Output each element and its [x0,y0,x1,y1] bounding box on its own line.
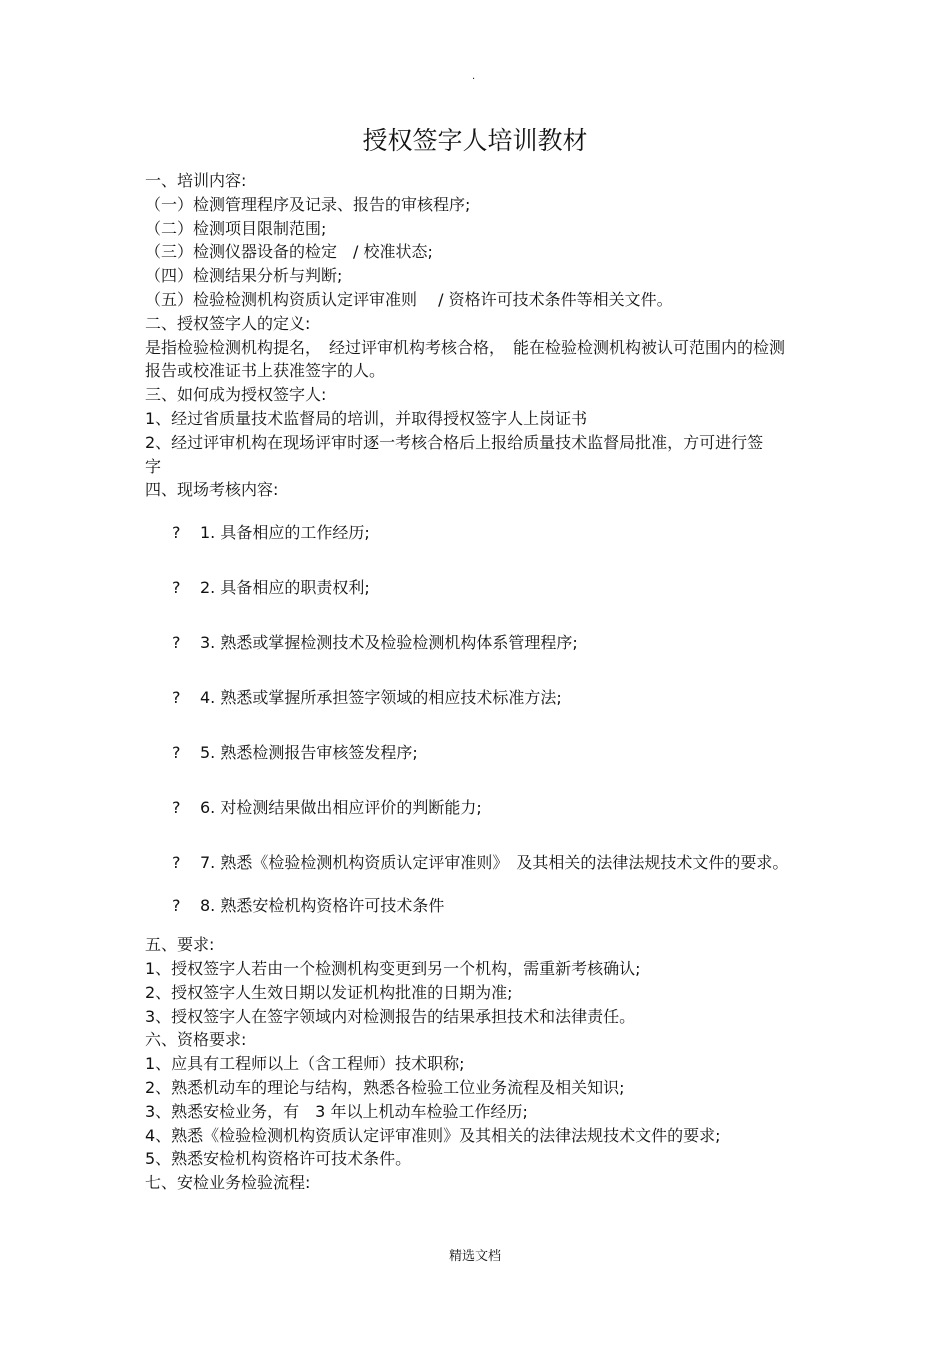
bullet: ? [172,896,181,916]
section-2-text: 是指检验检测机构提名， 经过评审机构考核合格， 能在检验检测机构被认可范围内的检测报告或校准证书上获准签字的人。 [145,337,786,381]
section-6-line: 4、熟悉《检验检测机构资质认定评审准则》及其相关的法律法规技术文件的要求; [145,1125,721,1145]
bullet: ? [172,633,181,653]
bullet: ? [172,743,181,763]
list-item-text: 6. 对检测结果做出相应评价的判断能力; [200,798,482,818]
list-item [172,796,805,825]
list-item [172,631,805,660]
bullet: ? [172,798,181,818]
list-item [172,894,805,923]
list-item-text: 1. 具备相应的工作经历; [200,523,370,543]
document-body [145,169,805,1195]
section-4-heading: 四、现场考核内容: [145,480,279,500]
section-6-line: 5、熟悉安检机构资格许可技术条件。 [145,1149,412,1169]
bullet: ? [172,688,181,708]
section-3-line: 2、经过评审机构在现场评审时逐一考核合格后上报给质量技术监督局批准，方可进行签字 [145,432,764,476]
section-5-line: 2、授权签字人生效日期以发证机构批准的日期为准; [145,982,513,1002]
section-5-line: 1、授权签字人若由一个检测机构变更到另一个机构，需重新考核确认; [145,958,641,978]
section-2-heading: 二、授权签字人的定义: [145,313,311,333]
section-1-line: （一）检测管理程序及记录、报告的审核程序; [145,194,471,214]
section-1-line: （四）检测结果分析与判断; [145,266,343,286]
section-6-line: 1、应具有工程师以上（含工程师）技术职称; [145,1054,465,1074]
list-item [172,686,805,715]
page-footer: 精选文档 [448,1249,501,1264]
list-item [172,851,805,880]
section-7-heading: 七、安检业务检验流程: [145,1173,311,1193]
bullet: ? [172,853,181,873]
header-mark: . [472,71,476,82]
list-item-text: 7. 熟悉《检验检测机构资质认定评审准则》 及其相关的法律法规技术文件的要求。 [200,853,789,873]
section-3-heading: 三、如何成为授权签字人: [145,385,327,405]
section-5-heading: 五、要求: [145,935,215,955]
section-1-heading: 一、培训内容: [145,171,247,190]
section-1-line: （三）检测仪器设备的检定 / 校准状态; [145,242,433,262]
section-5-line: 3、授权签字人在签字领域内对检测报告的结果承担技术和法律责任。 [145,1006,636,1026]
bullet: ? [172,578,181,598]
list-item-text: 4. 熟悉或掌握所承担签字领域的相应技术标准方法; [200,688,562,708]
assessment-list [145,521,805,923]
bullet: ? [172,523,181,543]
section-6-line: 2、熟悉机动车的理论与结构，熟悉各检验工位业务流程及相关知识; [145,1077,625,1097]
section-6-line: 3、熟悉安检业务，有 3 年以上机动车检验工作经历; [145,1101,528,1121]
section-1-line: （五）检验检测机构资质认定评审准则 / 资格许可技术条件等相关文件。 [145,289,673,309]
section-6-heading: 六、资格要求: [145,1030,247,1050]
list-item-text: 2. 具备相应的职责权利; [200,578,370,598]
list-item-text: 3. 熟悉或掌握检测技术及检验检测机构体系管理程序; [200,633,578,653]
document-title: 授权签字人培训教材 [362,126,588,155]
list-item [172,576,805,605]
list-item [172,521,805,550]
list-item [172,741,805,770]
list-item-text: 8. 熟悉安检机构资格许可技术条件 [200,896,445,916]
section-3-line: 1、经过省质量技术监督局的培训，并取得授权签字人上岗证书 [145,408,588,428]
list-item-text: 5. 熟悉检测报告审核签发程序; [200,743,418,763]
section-1-line: （二）检测项目限制范围; [145,218,327,238]
